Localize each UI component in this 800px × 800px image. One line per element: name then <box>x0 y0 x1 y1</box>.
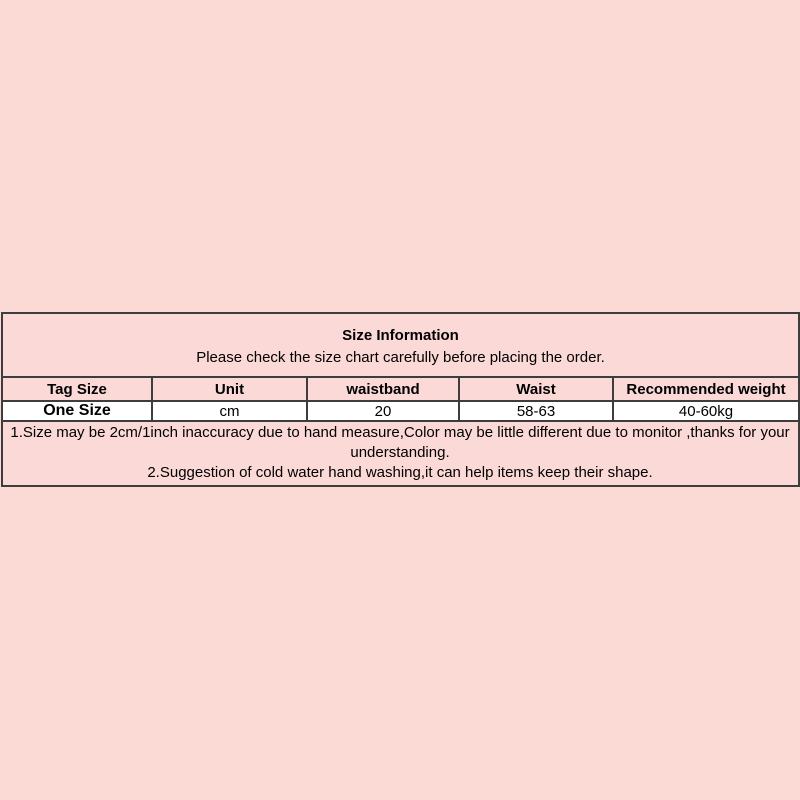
table-title: Size Information <box>342 327 459 344</box>
size-chart-table <box>1 312 800 487</box>
notes-cell <box>2 421 799 486</box>
cell-tag-size: One Size <box>2 401 152 421</box>
title-row <box>2 313 799 377</box>
title-cell <box>2 313 799 377</box>
column-header-unit: Unit <box>152 377 307 401</box>
column-header-tag-size: Tag Size <box>2 377 152 401</box>
note-washing-suggestion: 2.Suggestion of cold water hand washing,it can help items keep their shape. <box>147 464 653 481</box>
notes-row <box>2 421 799 486</box>
note-measure-disclaimer: 1.Size may be 2cm/1inch inaccuracy due to hand measure,Color may be little different due to monitor ,thanks for your understanding. <box>10 424 790 461</box>
cell-waistband: 20 <box>307 401 459 421</box>
column-header-recommended-weight: Recommended weight <box>613 377 799 401</box>
cell-recommended-weight: 40-60kg <box>613 401 799 421</box>
column-header-waistband: waistband <box>307 377 459 401</box>
cell-waist: 58-63 <box>459 401 613 421</box>
cell-unit: cm <box>152 401 307 421</box>
header-row <box>2 377 799 401</box>
table-row <box>2 401 799 421</box>
column-header-waist: Waist <box>459 377 613 401</box>
table-subtitle: Please check the size chart carefully before placing the order. <box>196 349 605 366</box>
